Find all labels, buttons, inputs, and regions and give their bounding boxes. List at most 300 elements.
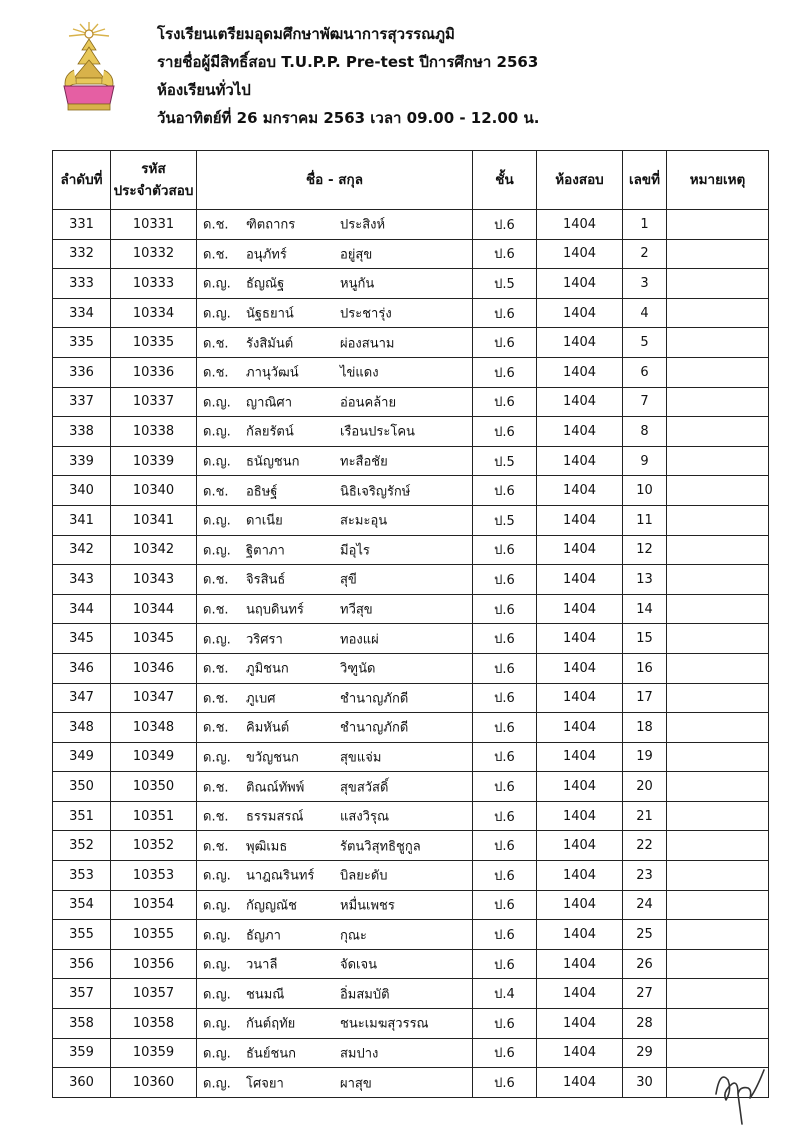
cell-exam-code: 10347	[111, 683, 197, 713]
cell-seat: 19	[623, 742, 667, 772]
cell-name	[197, 624, 473, 654]
last-name: ประสิงห์	[340, 217, 386, 233]
cell-name	[197, 417, 473, 447]
table-row	[53, 890, 769, 920]
last-name: ผาสุข	[340, 1076, 372, 1092]
first-name: ฐิตาภา	[246, 543, 285, 559]
column-header-seat: เลขที่	[623, 151, 667, 210]
cell-room: 1404	[537, 269, 623, 299]
cell-grade: ป.6	[473, 1068, 537, 1098]
table-row	[53, 831, 769, 861]
first-name: นฤบดินทร์	[246, 602, 304, 618]
cell-grade: ป.5	[473, 446, 537, 476]
name-title: ด.ญ.	[203, 276, 231, 292]
cell-note	[667, 417, 769, 447]
cell-note	[667, 269, 769, 299]
cell-name	[197, 1068, 473, 1098]
cell-seat: 1	[623, 210, 667, 240]
table-row	[53, 624, 769, 654]
last-name: ผ่องสนาม	[340, 336, 395, 352]
first-name: ภานุวัฒน์	[246, 365, 299, 381]
cell-order: 348	[53, 713, 111, 743]
cell-name	[197, 269, 473, 299]
last-name: สมปาง	[340, 1046, 379, 1062]
cell-order: 335	[53, 328, 111, 358]
cell-exam-code: 10337	[111, 387, 197, 417]
cell-name	[197, 328, 473, 358]
cell-room: 1404	[537, 653, 623, 683]
name-title: ด.ช.	[203, 839, 229, 855]
cell-note	[667, 565, 769, 595]
cell-note	[667, 535, 769, 565]
last-name: หนูกัน	[340, 276, 375, 292]
last-name: ทะสือชัย	[340, 454, 388, 470]
exam-roster-table	[52, 150, 769, 1098]
table-row	[53, 328, 769, 358]
cell-note	[667, 624, 769, 654]
cell-exam-code: 10358	[111, 1009, 197, 1039]
table-row	[53, 713, 769, 743]
cell-room: 1404	[537, 594, 623, 624]
last-name: กุณะ	[340, 928, 367, 944]
cell-name	[197, 742, 473, 772]
name-title: ด.ญ.	[203, 957, 231, 973]
cell-note	[667, 683, 769, 713]
cell-room: 1404	[537, 476, 623, 506]
cell-seat: 6	[623, 357, 667, 387]
cell-exam-code: 10342	[111, 535, 197, 565]
name-title: ด.ช.	[203, 602, 229, 618]
cell-grade: ป.6	[473, 861, 537, 891]
cell-grade: ป.6	[473, 328, 537, 358]
cell-grade: ป.5	[473, 505, 537, 535]
cell-seat: 16	[623, 653, 667, 683]
last-name: สุขสวัสดิ์	[340, 780, 389, 796]
cell-room: 1404	[537, 387, 623, 417]
name-title: ด.ญ.	[203, 987, 231, 1003]
cell-exam-code: 10355	[111, 920, 197, 950]
cell-name	[197, 505, 473, 535]
column-header-exam-code	[111, 151, 197, 210]
cell-note	[667, 298, 769, 328]
last-name: ชนะเมฆสุวรรณ	[340, 1016, 429, 1032]
name-title: ด.ญ.	[203, 750, 231, 766]
cell-name	[197, 239, 473, 269]
cell-exam-code: 10331	[111, 210, 197, 240]
table-row	[53, 801, 769, 831]
name-title: ด.ญ.	[203, 513, 231, 529]
cell-name	[197, 861, 473, 891]
cell-grade: ป.6	[473, 653, 537, 683]
table-row	[53, 239, 769, 269]
table-row	[53, 357, 769, 387]
cell-order: 338	[53, 417, 111, 447]
cell-room: 1404	[537, 328, 623, 358]
cell-order: 333	[53, 269, 111, 299]
cell-grade: ป.6	[473, 239, 537, 269]
cell-name	[197, 653, 473, 683]
cell-note	[667, 357, 769, 387]
cell-room: 1404	[537, 505, 623, 535]
cell-seat: 29	[623, 1038, 667, 1068]
cell-room: 1404	[537, 210, 623, 240]
cell-grade: ป.6	[473, 949, 537, 979]
cell-exam-code: 10357	[111, 979, 197, 1009]
cell-grade: ป.6	[473, 890, 537, 920]
cell-name	[197, 949, 473, 979]
cell-order: 344	[53, 594, 111, 624]
name-title: ด.ช.	[203, 217, 229, 233]
cell-seat: 17	[623, 683, 667, 713]
cell-note	[667, 387, 769, 417]
cell-room: 1404	[537, 979, 623, 1009]
cell-note	[667, 861, 769, 891]
cell-exam-code: 10335	[111, 328, 197, 358]
table-row	[53, 1068, 769, 1098]
last-name: หมื่นเพชร	[340, 898, 395, 914]
first-name: วริศรา	[246, 632, 283, 648]
column-header-code-line1: รหัส	[141, 161, 166, 177]
cell-note	[667, 505, 769, 535]
first-name: นัฐธยาน์	[246, 306, 294, 322]
cell-seat: 30	[623, 1068, 667, 1098]
last-name: ไข่แดง	[340, 365, 379, 381]
name-title: ด.ช.	[203, 780, 229, 796]
cell-name	[197, 446, 473, 476]
first-name: รังสิมันต์	[246, 336, 294, 352]
table-header-row	[53, 151, 769, 210]
cell-room: 1404	[537, 949, 623, 979]
cell-name	[197, 890, 473, 920]
table-row	[53, 949, 769, 979]
last-name: อ่อนคล้าย	[340, 395, 397, 411]
last-name: จัดเจน	[340, 957, 378, 973]
first-name: อธิษฐ์	[246, 484, 278, 500]
column-header-code-line2: ประจำตัวสอบ	[113, 183, 194, 199]
last-name: ทองแผ่	[340, 632, 379, 648]
cell-note	[667, 239, 769, 269]
cell-order: 346	[53, 653, 111, 683]
cell-name	[197, 210, 473, 240]
table-row	[53, 653, 769, 683]
cell-grade: ป.6	[473, 624, 537, 654]
cell-exam-code: 10344	[111, 594, 197, 624]
cell-exam-code: 10338	[111, 417, 197, 447]
name-title: ด.ญ.	[203, 1016, 231, 1032]
cell-grade: ป.4	[473, 979, 537, 1009]
last-name: อยู่สุข	[340, 247, 373, 263]
cell-grade: ป.6	[473, 920, 537, 950]
cell-seat: 20	[623, 772, 667, 802]
first-name: นาฎณรินทร์	[246, 868, 315, 884]
cell-grade: ป.6	[473, 210, 537, 240]
cell-name	[197, 801, 473, 831]
first-name: โศจยา	[246, 1076, 284, 1092]
cell-room: 1404	[537, 239, 623, 269]
last-name: เรือนประโคน	[340, 424, 415, 440]
name-title: ด.ญ.	[203, 543, 231, 559]
cell-order: 355	[53, 920, 111, 950]
cell-exam-code: 10352	[111, 831, 197, 861]
cell-room: 1404	[537, 713, 623, 743]
column-header-room: ห้องสอบ	[537, 151, 623, 210]
cell-exam-code: 10332	[111, 239, 197, 269]
cell-exam-code: 10341	[111, 505, 197, 535]
cell-room: 1404	[537, 683, 623, 713]
first-name: คิมหันต์	[246, 720, 290, 736]
document-header	[0, 0, 800, 150]
cell-order: 357	[53, 979, 111, 1009]
table-row	[53, 861, 769, 891]
cell-order: 336	[53, 357, 111, 387]
last-name: ชำนาญภักดี	[340, 720, 409, 736]
cell-exam-code: 10340	[111, 476, 197, 506]
cell-note	[667, 1009, 769, 1039]
cell-name	[197, 476, 473, 506]
cell-exam-code: 10336	[111, 357, 197, 387]
first-name: กันต์ฤทัย	[246, 1016, 296, 1032]
table-row	[53, 920, 769, 950]
cell-room: 1404	[537, 920, 623, 950]
cell-room: 1404	[537, 861, 623, 891]
first-name: ชนมณี	[246, 987, 285, 1003]
cell-order: 343	[53, 565, 111, 595]
cell-exam-code: 10360	[111, 1068, 197, 1098]
column-header-grade: ชั้น	[473, 151, 537, 210]
cell-order: 332	[53, 239, 111, 269]
name-title: ด.ช.	[203, 336, 229, 352]
table-row	[53, 210, 769, 240]
first-name: ภูมิชนก	[246, 661, 289, 677]
table-row	[53, 683, 769, 713]
table-row	[53, 446, 769, 476]
cell-exam-code: 10343	[111, 565, 197, 595]
cell-grade: ป.6	[473, 298, 537, 328]
first-name: ธรรมสรณ์	[246, 809, 304, 825]
cell-name	[197, 831, 473, 861]
table-row	[53, 417, 769, 447]
table-body	[53, 210, 769, 1098]
last-name: รัตนวิสุทธิชูกูล	[340, 839, 421, 855]
table-row	[53, 594, 769, 624]
cell-exam-code: 10348	[111, 713, 197, 743]
first-name: กัญญณัช	[246, 898, 297, 914]
name-title: ด.ญ.	[203, 928, 231, 944]
cell-room: 1404	[537, 565, 623, 595]
cell-grade: ป.6	[473, 594, 537, 624]
school-name: โรงเรียนเตรียมอุดมศึกษาพัฒนาการสุวรรณภูมิ	[157, 25, 455, 43]
cell-order: 334	[53, 298, 111, 328]
cell-seat: 13	[623, 565, 667, 595]
cell-seat: 7	[623, 387, 667, 417]
cell-seat: 18	[623, 713, 667, 743]
cell-seat: 22	[623, 831, 667, 861]
cell-seat: 2	[623, 239, 667, 269]
table-row	[53, 742, 769, 772]
cell-note	[667, 653, 769, 683]
cell-order: 358	[53, 1009, 111, 1039]
cell-grade: ป.6	[473, 742, 537, 772]
cell-seat: 28	[623, 1009, 667, 1039]
column-header-note: หมายเหตุ	[667, 151, 769, 210]
cell-exam-code: 10353	[111, 861, 197, 891]
first-name: ภูเบศ	[246, 691, 276, 707]
cell-name	[197, 713, 473, 743]
name-title: ด.ช.	[203, 572, 229, 588]
cell-note	[667, 742, 769, 772]
cell-name	[197, 565, 473, 595]
cell-name	[197, 298, 473, 328]
last-name: สุขี	[340, 572, 357, 588]
name-title: ด.ญ.	[203, 1046, 231, 1062]
cell-exam-code: 10356	[111, 949, 197, 979]
cell-room: 1404	[537, 357, 623, 387]
cell-note	[667, 476, 769, 506]
first-name: ธนัญชนก	[246, 454, 300, 470]
cell-seat: 9	[623, 446, 667, 476]
cell-order: 350	[53, 772, 111, 802]
cell-note	[667, 210, 769, 240]
cell-exam-code: 10354	[111, 890, 197, 920]
cell-seat: 24	[623, 890, 667, 920]
cell-order: 360	[53, 1068, 111, 1098]
cell-name	[197, 387, 473, 417]
name-title: ด.ช.	[203, 691, 229, 707]
cell-seat: 10	[623, 476, 667, 506]
cell-grade: ป.6	[473, 1038, 537, 1068]
cell-grade: ป.6	[473, 417, 537, 447]
name-title: ด.ช.	[203, 661, 229, 677]
cell-name	[197, 1009, 473, 1039]
cell-name	[197, 920, 473, 950]
cell-exam-code: 10339	[111, 446, 197, 476]
last-name: นิธิเจริญรักษ์	[340, 484, 411, 500]
cell-note	[667, 772, 769, 802]
table-row	[53, 772, 769, 802]
cell-note	[667, 979, 769, 1009]
cell-exam-code: 10334	[111, 298, 197, 328]
cell-order: 331	[53, 210, 111, 240]
last-name: มีอุไร	[340, 543, 370, 559]
signature-mark	[708, 1050, 770, 1128]
cell-name	[197, 357, 473, 387]
cell-order: 337	[53, 387, 111, 417]
name-title: ด.ญ.	[203, 898, 231, 914]
cell-room: 1404	[537, 446, 623, 476]
cell-room: 1404	[537, 1038, 623, 1068]
cell-room: 1404	[537, 298, 623, 328]
cell-order: 356	[53, 949, 111, 979]
first-name: พุฒิเมธ	[246, 839, 288, 855]
name-title: ด.ช.	[203, 484, 229, 500]
cell-order: 347	[53, 683, 111, 713]
cell-note	[667, 446, 769, 476]
first-name: ติณณ์ทัพพ์	[246, 780, 305, 796]
table-row	[53, 476, 769, 506]
cell-name	[197, 1038, 473, 1068]
cell-name	[197, 594, 473, 624]
first-name: ญาณิศา	[246, 395, 292, 411]
cell-seat: 27	[623, 979, 667, 1009]
cell-seat: 26	[623, 949, 667, 979]
cell-room: 1404	[537, 1009, 623, 1039]
cell-order: 341	[53, 505, 111, 535]
cell-grade: ป.6	[473, 683, 537, 713]
cell-room: 1404	[537, 890, 623, 920]
cell-note	[667, 713, 769, 743]
name-title: ด.ญ.	[203, 306, 231, 322]
name-title: ด.ญ.	[203, 1076, 231, 1092]
cell-room: 1404	[537, 742, 623, 772]
cell-seat: 25	[623, 920, 667, 950]
document-title: รายชื่อผู้มีสิทธิ์สอบ T.U.P.P. Pre-test ปีการศึกษา 2563	[157, 53, 539, 71]
last-name: ชำนาญภักดี	[340, 691, 409, 707]
cell-exam-code: 10345	[111, 624, 197, 654]
cell-seat: 11	[623, 505, 667, 535]
cell-order: 352	[53, 831, 111, 861]
cell-name	[197, 683, 473, 713]
cell-name	[197, 772, 473, 802]
cell-room: 1404	[537, 417, 623, 447]
name-title: ด.ญ.	[203, 454, 231, 470]
cell-exam-code: 10350	[111, 772, 197, 802]
name-title: ด.ช.	[203, 809, 229, 825]
first-name: ดาเนีย	[246, 513, 283, 529]
first-name: ขวัญชนก	[246, 750, 299, 766]
cell-order: 359	[53, 1038, 111, 1068]
cell-seat: 14	[623, 594, 667, 624]
cell-room: 1404	[537, 801, 623, 831]
cell-grade: ป.6	[473, 1009, 537, 1039]
name-title: ด.ญ.	[203, 632, 231, 648]
cell-seat: 15	[623, 624, 667, 654]
cell-note	[667, 920, 769, 950]
first-name: ธัญภา	[246, 928, 281, 944]
table-row	[53, 269, 769, 299]
column-header-name: ชื่อ - สกุล	[197, 151, 473, 210]
cell-note	[667, 949, 769, 979]
cell-order: 351	[53, 801, 111, 831]
cell-name	[197, 979, 473, 1009]
name-title: ด.ช.	[203, 365, 229, 381]
table-row	[53, 979, 769, 1009]
cell-order: 349	[53, 742, 111, 772]
cell-grade: ป.6	[473, 831, 537, 861]
cell-seat: 12	[623, 535, 667, 565]
first-name: ธันย์ชนก	[246, 1046, 297, 1062]
cell-exam-code: 10359	[111, 1038, 197, 1068]
cell-seat: 5	[623, 328, 667, 358]
cell-room: 1404	[537, 624, 623, 654]
exam-datetime: วันอาทิตย์ที่ 26 มกราคม 2563 เวลา 09.00 - 12.00 น.	[157, 109, 540, 127]
cell-note	[667, 831, 769, 861]
table-row	[53, 535, 769, 565]
first-name: วนาลี	[246, 957, 278, 973]
table-row	[53, 298, 769, 328]
name-title: ด.ญ.	[203, 424, 231, 440]
cell-seat: 21	[623, 801, 667, 831]
table-row	[53, 1038, 769, 1068]
first-name: จิรสินธ์	[246, 572, 286, 588]
name-title: ด.ช.	[203, 720, 229, 736]
school-emblem-icon	[54, 20, 124, 114]
cell-room: 1404	[537, 535, 623, 565]
name-title: ด.ญ.	[203, 395, 231, 411]
table-row	[53, 565, 769, 595]
cell-grade: ป.6	[473, 535, 537, 565]
cell-grade: ป.6	[473, 801, 537, 831]
table-row	[53, 1009, 769, 1039]
